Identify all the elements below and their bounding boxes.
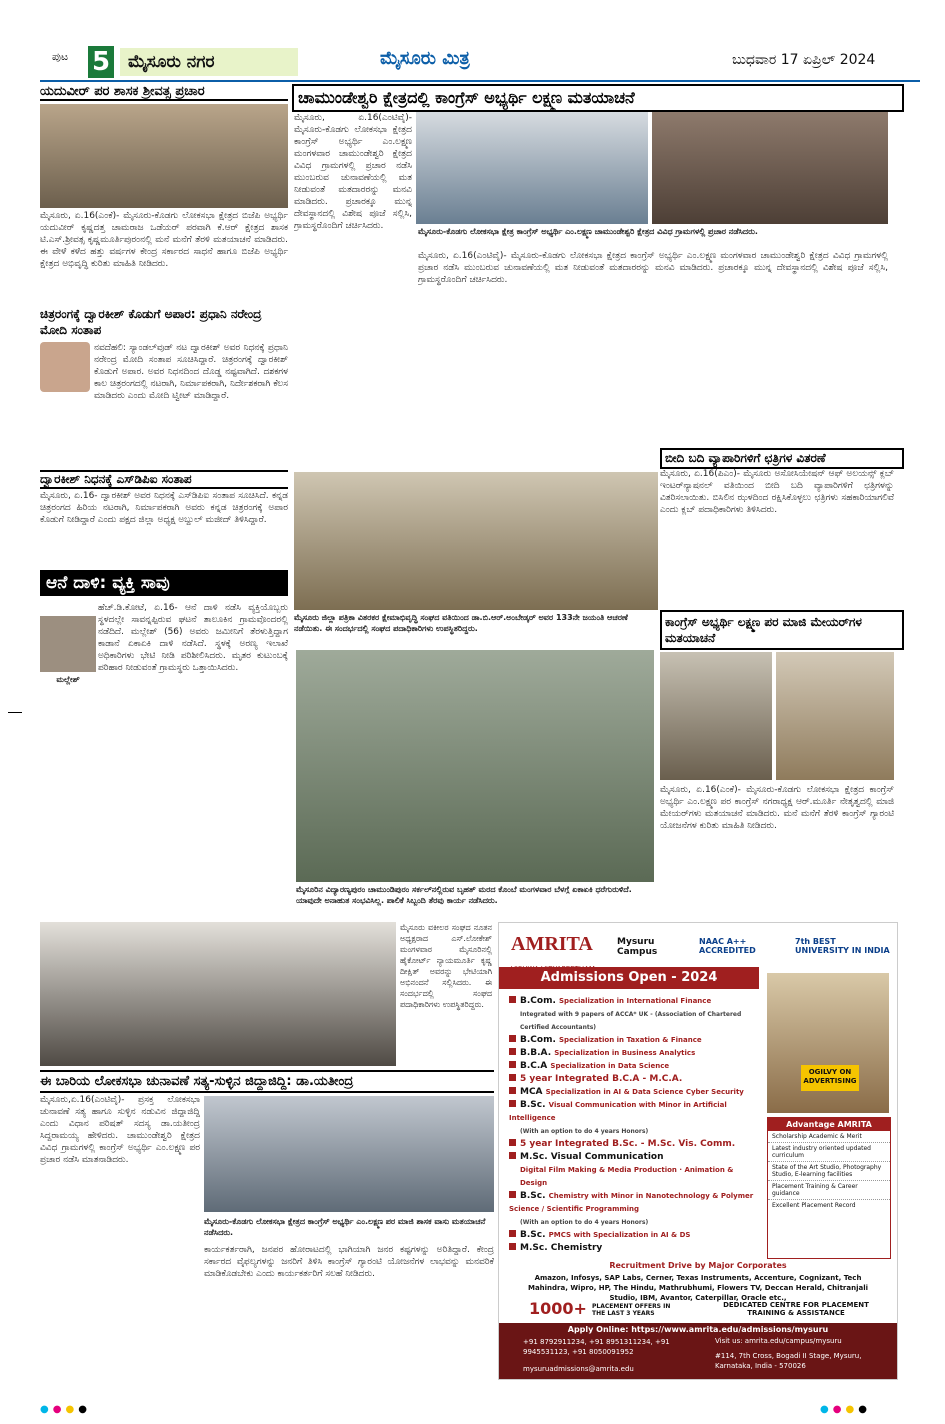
story8-headline: ಕಾಂಗ್ರೆಸ್ ಅಭ್ಯರ್ಥಿ ಲಕ್ಷ್ಮಣ ಪರ ಮಾಜಿ ಮೇಯರ್‌ಗಳ ಮತಯಾಚನೆ — [660, 610, 904, 650]
bullet-icon — [509, 1061, 516, 1068]
story3-body: ನವದೆಹಲಿ: ಸ್ಯಾಂಡಲ್‌ವುಡ್ ನಟ ದ್ವಾರಕೀಶ್ ಅವರ ನಿಧನಕ್ಕೆ ಪ್ರಧಾನಿ ನರೇಂದ್ರ ಮೋದಿ ಸಂತಾಪ ಸೂಚಿಸಿದ್ದಾರೆ. ಚಿತ್ರರಂಗಕ್ಕೆ ದ್ವಾರಕೀಶ್ ಕೊಡುಗೆ ಅಪಾರ. ಅವರ ನಿಧನದಿಂದ ದೊಡ್ಡ ನಷ್ಟವಾಗಿದೆ. ದಶಕಗಳ ಕಾಲ ಚಿತ್ರರಂಗದಲ್ಲಿ ನಟರಾಗಿ, ನಿರ್ಮಾಪಕರಾಗಿ, ನಿರ್ದೇಶಕರಾಗಿ ಕೆಲಸ ಮಾಡಿದರು ಎಂದು ಮೋದಿ ಟ್ವೀಟ್ ಮಾಡಿದ್ದಾರೆ. — [94, 343, 288, 401]
course-item: B.C.A Specialization in Data Science — [509, 1060, 761, 1073]
bullet-icon — [509, 1139, 516, 1146]
story2-body: ಮೈಸೂರು, ಏ.16(ಎಂಟಿವೈ)- ಮೈಸೂರು-ಕೊಡಗು ಲೋಕಸಭಾ ಕ್ಷೇತ್ರದ ಕಾಂಗ್ರೆಸ್ ಅಭ್ಯರ್ಥಿ ಎಂ.ಲಕ್ಷ್ಮಣ ಮಂಗಳವಾರ ಚಾಮುಂಡೇಶ್ವರಿ ಕ್ಷೇತ್ರದ ವಿವಿಧ ಗ್ರಾಮಗಳಲ್ಲಿ ಪ್ರಚಾರ ನಡೆಸಿ ಮುಂಬರುವ ಚುನಾವಣೆಯಲ್ಲಿ ಮತ ನೀಡುವಂತೆ ಮತದಾರರನ್ನು ಮನವಿ ಮಾಡಿದರು. ಪ್ರಚಾರಕ್ಕೂ ಮುನ್ನ ದೇವಸ್ಥಾನದಲ್ಲಿ ವಿಶೇಷ ಪೂಜೆ ಸಲ್ಲಿಸಿ, ಗ್ರಾಮಸ್ಥರೊಂದಿಗೆ ಚರ್ಚಿಸಿದರು. — [294, 113, 412, 231]
ad-email[interactable]: mysuruadmissions@amrita.edu — [523, 1365, 634, 1373]
story5-body: ಹೆಚ್.ಡಿ.ಕೋಟೆ, ಏ.16- ಆನೆ ದಾಳಿ ನಡೆಸಿ ವ್ಯಕ್ತಿಯೊಬ್ಬರು ಸ್ಥಳದಲ್ಲೇ ಸಾವನ್ನಪ್ಪಿರುವ ಘಟನೆ ತಾಲೂಕಿನ ಗ್ರಾಮವೊಂದರಲ್ಲಿ ನಡೆದಿದೆ. ಮಲ್ಲೇಶ್ (56) ಅವರು ಜಮೀನಿಗೆ ತೆರಳುತ್ತಿದ್ದಾಗ ಕಾಡಾನೆ ಏಕಾಏಕಿ ದಾಳಿ ನಡೆಸಿದೆ. ಸ್ಥಳಕ್ಕೆ ಅರಣ್ಯ ಇಲಾಖೆ ಅಧಿಕಾರಿಗಳು ಭೇಟಿ ನೀಡಿ ಪರಿಶೀಲಿಸಿದರು. ಮೃತರ ಕುಟುಂಬಕ್ಕೆ ಪರಿಹಾರ ನೀಡುವಂತೆ ಗ್ರಾಮಸ್ಥರು ಒತ್ತಾಯಿಸಿದರು. — [98, 603, 288, 673]
crop-mark — [8, 712, 22, 713]
ad-model-photo — [767, 973, 889, 1113]
story4-headline: ದ್ವಾರಕೀಶ್ ನಿಧನಕ್ಕೆ ಎಸ್‌ಡಿಪಿಐ ಸಂತಾಪ — [40, 470, 288, 489]
story1-headline: ಯದುವೀರ್ ಪರ ಶಾಸಕ ಶ್ರೀವತ್ಸ ಪ್ರಚಾರ — [40, 84, 288, 101]
story2-headline: ಚಾಮುಂಡೇಶ್ವರಿ ಕ್ಷೇತ್ರದಲ್ಲಿ ಕಾಂಗ್ರೆಸ್ ಅಭ್ಯರ್ಥಿ ಲಕ್ಷ್ಮಣ ಮತಯಾಚನೆ — [292, 84, 904, 112]
story7-body: ಮೈಸೂರು, ಏ.16(ಪಿಎಂ)- ಮೈಸೂರು ಅಸೋಸಿಯೇಷನ್ ಆಫ್ ಅಲಯನ್ಸ್ ಕ್ಲಬ್ ಇಂಟರ್‌ನ್ಯಾಷನಲ್ ವತಿಯಿಂದ ಬೀದಿ ಬದಿ ವ್ಯಾಪಾರಿಗಳಿಗೆ ಛತ್ರಿಗಳನ್ನು ವಿತರಿಸಲಾಯಿತು. ಬಿಸಿಲಿನ ಝಳದಿಂದ ರಕ್ಷಿಸಿಕೊಳ್ಳಲು ಛತ್ರಿಗಳು ಸಹಕಾರಿಯಾಗಲಿವೆ ಎಂದು ಕ್ಲಬ್ ಪದಾಧಿಕಾರಿಗಳು ತಿಳಿಸಿದರು. — [660, 469, 894, 515]
bullet-icon — [509, 1230, 516, 1237]
bullet-icon — [509, 1243, 516, 1250]
ad-address: #114, 7th Cross, Bogadi II Stage, Mysuru, Karnataka, India - 570026 — [715, 1352, 862, 1370]
ad-book: OGILVY ON ADVERTISING — [801, 1065, 859, 1091]
story2-photo-1 — [416, 112, 648, 224]
course-item: MCA Specialization in AI & Data Science Cyber Security — [509, 1086, 761, 1099]
advantage-item: Placement Training & Career guidance — [768, 1181, 890, 1200]
paper-name: ಮೈಸೂರು ಮಿತ್ರ — [380, 48, 470, 69]
ad-placement-text: PLACEMENT OFFERS IN THE LAST 3 YEARS — [592, 1302, 671, 1317]
ad-recruiters: Amazon, Infosys, SAP Labs, Cerner, Texas Instruments, Accenture, Cognizant, Tech Mahindra, Wipro, HP, The Hindu, Mathrubhumi, Flowers TV, Deccan Herald, Chitranjali Studio, IBM, Avantor, Caterpillar, Oracle etc., — [527, 1274, 868, 1302]
ad-advantage-box — [767, 1117, 891, 1259]
story3-headline: ಚಿತ್ರರಂಗಕ್ಕೆ ದ್ವಾರಕೀಶ್ ಕೊಡುಗೆ ಅಪಾರ: ಪ್ರಧಾನಿ ನರೇಂದ್ರ ಮೋದಿ ಸಂತಾಪ — [40, 307, 262, 337]
course-item: 5 year Integrated B.Sc. - M.Sc. Vis. Comm. — [509, 1138, 761, 1151]
advantage-item: Excellent Placement Record — [772, 1202, 856, 1209]
story8-photo-2 — [776, 652, 894, 780]
course-item: M.Sc. Chemistry — [509, 1242, 761, 1255]
course-item: B.Com. Specialization in International Finance Integrated with 9 papers of ACCA* UK - (Association of Chartered Certified Accountants) — [509, 995, 761, 1034]
ad-apply-link[interactable]: Apply Online: https://www.amrita.edu/admissions/mysuru — [567, 1325, 829, 1334]
bullet-icon — [509, 1100, 516, 1107]
story10-body: ಮೈಸೂರು ವಕೀಲರ ಸಂಘದ ನೂತನ ಅಧ್ಯಕ್ಷರಾದ ಎಸ್.ಲೋಕೇಶ್ ಮಂಗಳವಾರ ಮೈಸೂರಿನಲ್ಲಿ ಹೈಕೋರ್ಟ್ ನ್ಯಾಯಮೂರ್ತಿ ಕೃಷ್ಣ ದೀಕ್ಷಿತ್ ಅವರನ್ನು ಭೇಟಿಯಾಗಿ ಅಭಿನಂದನೆ ಸಲ್ಲಿಸಿದರು. ಈ ಸಂದರ್ಭದಲ್ಲಿ ಸಂಘದ ಪದಾಧಿಕಾರಿಗಳು ಉಪಸ್ಥಿತರಿದ್ದರು. — [400, 923, 492, 1009]
page-label: ಪುಟ — [52, 50, 69, 63]
bullet-icon — [509, 996, 516, 1003]
story11-body-left: ಮೈಸೂರು,ಏ.16(ಎಂಟಿವೈ)- ಪ್ರಸಕ್ತ ಲೋಕಸಭಾ ಚುನಾವಣೆ ಸತ್ಯ ಹಾಗೂ ಸುಳ್ಳಿನ ನಡುವಿನ ಜಿದ್ದಾಜಿದ್ದಿ ಎಂದು ವಿಧಾನ ಪರಿಷತ್ ಸದಸ್ಯ ಡಾ.ಯತೀಂದ್ರ ಸಿದ್ದರಾಮಯ್ಯ ಹೇಳಿದರು. ಚಾಮುಂಡೇಶ್ವರಿ ಕ್ಷೇತ್ರದ ವಿವಿಧ ಗ್ರಾಮಗಳಲ್ಲಿ ಕಾಂಗ್ರೆಸ್ ಅಭ್ಯರ್ಥಿ ಎಂ.ಲಕ್ಷ್ಮಣ ಪರ ಪ್ರಚಾರ ನಡೆಸಿ ಮಾತನಾಡಿದರು. — [40, 1095, 200, 1165]
course-item: B.Sc. PMCS with Specialization in AI & DS — [509, 1229, 761, 1242]
bullet-icon — [509, 1074, 516, 1081]
ad-phones: +91 8792911234, +91 8951311234, +91 9945531123, +91 8050091952 — [523, 1338, 670, 1356]
ad-campus: Mysuru Campus — [617, 937, 658, 957]
bullet-icon — [509, 1048, 516, 1055]
story6-photo — [294, 472, 658, 610]
story9-caption: ಮೈಸೂರಿನ ವಿದ್ಯಾರಣ್ಯಪುರಂ ಚಾಮುಂಡಿಪುರಂ ಸರ್ಕಲ್‌ನಲ್ಲಿರುವ ಬೃಹತ್ ಮರದ ಕೊಂಬೆ ಮಂಗಳವಾರ ಬೆಳಗ್ಗೆ ಏಕಾಏಕಿ ಧರೆಗುರುಳಿದೆ. ಯಾವುದೇ ಅನಾಹುತ ಸಂಭವಿಸಿಲ್ಲ. ಪಾಲಿಕೆ ಸಿಬ್ಬಂದಿ ತೆರವು ಕಾರ್ಯ ನಡೆಸಿದರು. — [296, 885, 632, 905]
story9-photo — [296, 650, 654, 882]
advantage-item: State of the Art Studio, Photography Studio, E-learning facilities — [768, 1162, 890, 1181]
registration-dots: ●●●● — [820, 1404, 871, 1415]
story5-headline: ಆನೆ ದಾಳಿ: ವ್ಯಕ್ತಿ ಸಾವು — [40, 570, 288, 596]
page-number: 5 — [88, 46, 114, 78]
course-item: 5 year Integrated B.C.A - M.C.A. — [509, 1073, 761, 1086]
registration-dots: ●●●● — [40, 1404, 91, 1415]
story10-photo — [40, 922, 396, 1066]
story11-caption: ಮೈಸೂರು-ಕೊಡಗು ಲೋಕಸಭಾ ಕ್ಷೇತ್ರದ ಕಾಂಗ್ರೆಸ್ ಅಭ್ಯರ್ಥಿ ಎಂ.ಲಕ್ಷ್ಮಣ ಪರ ಮಾಜಿ ಶಾಸಕ ವಾಸು ಮತಯಾಚನೆ ನಡೆಸಿದರು. — [204, 1217, 486, 1237]
story3-photo — [40, 342, 90, 392]
story7-headline: ಬೀದಿ ಬದಿ ವ್ಯಾಪಾರಿಗಳಿಗೆ ಛತ್ರಿಗಳ ವಿತರಣೆ — [660, 448, 904, 469]
story8-photo-1 — [660, 652, 772, 780]
issue-date: ಬುಧವಾರ 17 ಏಪ್ರಿಲ್ 2024 — [732, 52, 876, 68]
story5-photo-label: ಮಲ್ಲೇಶ್ — [56, 675, 80, 684]
story5-photo — [40, 616, 96, 672]
ad-placement-big: 1000+ — [529, 1299, 587, 1318]
ad-banner: Admissions Open - 2024 — [499, 967, 759, 989]
bullet-icon — [509, 1191, 516, 1198]
course-item: B.Com. Specialization in Taxation & Finance — [509, 1034, 761, 1047]
course-item: B.Sc. Visual Communication with Minor in Artificial Intelligence (With an option to do 4 years Honors) — [509, 1100, 727, 1135]
section-title: ಮೈಸೂರು ನಗರ — [120, 48, 298, 76]
ad-visit[interactable]: Visit us: amrita.edu/campus/mysuru — [715, 1337, 842, 1345]
story2-body-cont: ಮೈಸೂರು, ಏ.16(ಎಂಟಿವೈ)- ಮೈಸೂರು-ಕೊಡಗು ಲೋಕಸಭಾ ಕ್ಷೇತ್ರದ ಕಾಂಗ್ರೆಸ್ ಅಭ್ಯರ್ಥಿ ಎಂ.ಲಕ್ಷ್ಮಣ ಮಂಗಳವಾರ ಚಾಮುಂಡೇಶ್ವರಿ ಕ್ಷೇತ್ರದ ವಿವಿಧ ಗ್ರಾಮಗಳಲ್ಲಿ ಪ್ರಚಾರ ನಡೆಸಿ ಮುಂಬರುವ ಚುನಾವಣೆಯಲ್ಲಿ ಮತ ನೀಡುವಂತೆ ಮತದಾರರನ್ನು ಮನವಿ ಮಾಡಿದರು. ಪ್ರಚಾರಕ್ಕೂ ಮುನ್ನ ದೇವಸ್ಥಾನದಲ್ಲಿ ವಿಶೇಷ ಪೂಜೆ ಸಲ್ಲಿಸಿ, ಗ್ರಾಮಸ್ಥರೊಂದಿಗೆ ಚರ್ಚಿಸಿದರು. — [418, 251, 888, 285]
bullet-icon — [509, 1035, 516, 1042]
story4-body: ಮೈಸೂರು, ಏ.16- ದ್ವಾರಕೀಶ್ ಅವರ ನಿಧನಕ್ಕೆ ಎಸ್‌ಡಿಪಿಐ ಸಂತಾಪ ಸೂಚಿಸಿದೆ. ಕನ್ನಡ ಚಿತ್ರರಂಗದ ಹಿರಿಯ ನಟರಾಗಿ, ನಿರ್ಮಾಪಕರಾಗಿ ಅವರು ಕನ್ನಡ ಚಿತ್ರರಂಗಕ್ಕೆ ಅಪಾರ ಕೊಡುಗೆ ನೀಡಿದ್ದಾರೆ ಎಂದು ಪಕ್ಷದ ಜಿಲ್ಲಾ ಅಧ್ಯಕ್ಷ ಅಬ್ದುಲ್ ಮಜೀದ್ ತಿಳಿಸಿದ್ದಾರೆ. — [40, 491, 288, 525]
ad-brand-name: AMRITA — [511, 933, 593, 955]
amrita-advertisement — [498, 922, 898, 1380]
advantage-item: Latest industry oriented updated curriculum — [768, 1143, 890, 1162]
ad-dedicated: DEDICATED CENTRE FOR PLACEMENT TRAINING & ASSISTANCE — [723, 1301, 869, 1317]
masthead-rule — [40, 80, 920, 82]
bullet-icon — [509, 1152, 516, 1159]
story11-headline: ಈ ಬಾರಿಯ ಲೋಕಸಭಾ ಚುನಾವಣೆ ಸತ್ಯ-ಸುಳ್ಳಿನ ಜಿದ್ದಾಜಿದ್ದಿ: ಡಾ.ಯತೀಂದ್ರ — [40, 1070, 494, 1093]
story11-body-bottom: ಕಾರ್ಯಕರ್ತರಾಗಿ, ಜನಪರ ಹೋರಾಟದಲ್ಲಿ ಭಾಗಿಯಾಗಿ ಜನರ ಕಷ್ಟಗಳನ್ನು ಅರಿತಿದ್ದಾರೆ. ಕೇಂದ್ರ ಸರ್ಕಾರದ ವೈಫಲ್ಯಗಳನ್ನು ಜನರಿಗೆ ತಿಳಿಸಿ ಕಾಂಗ್ರೆಸ್ ಗ್ಯಾರಂಟಿ ಯೋಜನೆಗಳ ಲಾಭವನ್ನು ಮನವರಿಕೆ ಮಾಡಿಕೊಡಬೇಕು ಎಂದು ಕಾರ್ಯಕರ್ತರಿಗೆ ಸಲಹೆ ನೀಡಿದರು. — [204, 1245, 494, 1279]
story2-photo-2 — [652, 112, 888, 224]
course-item: B.B.A. Specialization in Business Analytics — [509, 1047, 761, 1060]
course-item: B.Sc. Chemistry with Minor in Nanotechnology & Polymer Science / Scientific Programming (With an option to do 4 years Honors) — [509, 1191, 754, 1226]
story11-photo — [204, 1096, 494, 1212]
story1-body: ಮೈಸೂರು, ಏ.16(ಎಂಕೆ)- ಮೈಸೂರು-ಕೊಡಗು ಲೋಕಸಭಾ ಕ್ಷೇತ್ರದ ಬಿಜೆಪಿ ಅಭ್ಯರ್ಥಿ ಯದುವೀರ್ ಕೃಷ್ಣದತ್ತ ಚಾಮರಾಜ ಒಡೆಯರ್ ಪರವಾಗಿ ಕೆ.ಆರ್ ಕ್ಷೇತ್ರದ ಶಾಸಕ ಟಿ.ಎಸ್.ಶ್ರೀವತ್ಸ ಕೃಷ್ಣಮೂರ್ತಿಪುರಂನಲ್ಲಿ ಮನೆ ಮನೆಗೆ ತೆರಳಿ ಮತಯಾಚನೆ ಮಾಡಿದರು. ಈ ವೇಳೆ ಕಳೆದ ಹತ್ತು ವರ್ಷಗಳ ಕೇಂದ್ರ ಸರ್ಕಾರದ ಸಾಧನೆ ಹಾಗೂ ಬಿಜೆಪಿ ಅಭ್ಯರ್ಥಿ ಕ್ಷೇತ್ರದ ಅಭಿವೃದ್ಧಿ ಕುರಿತು ಮಾಹಿತಿ ನೀಡಿದರು. — [40, 211, 288, 269]
ad-nirf: 7th BEST UNIVERSITY IN INDIA — [795, 937, 890, 955]
ad-advantage-title: Advantage AMRITA — [768, 1118, 890, 1131]
ad-footer — [499, 1323, 897, 1379]
ad-recruiters-title: Recruitment Drive by Major Corporates — [609, 1261, 787, 1270]
ad-naac: NAAC A++ ACCREDITED — [699, 937, 756, 955]
ad-placement — [529, 1299, 709, 1318]
story6-caption: ಮೈಸೂರು ಜಿಲ್ಲಾ ಪತ್ರಿಕಾ ವಿತರಕರ ಕ್ಷೇಮಾಭಿವೃದ್ಧಿ ಸಂಘದ ವತಿಯಿಂದ ಡಾ.ಬಿ.ಆರ್.ಅಂಬೇಡ್ಕರ್ ಅವರ 133ನೇ ಜಯಂತಿ ಆಚರಣೆ ನಡೆಯಿತು. ಈ ಸಂದರ್ಭದಲ್ಲಿ ಸಂಘದ ಪದಾಧಿಕಾರಿಗಳು ಉಪಸ್ಥಿತರಿದ್ದರು. — [294, 613, 628, 633]
course-item: M.Sc. Visual Communication Digital Film Making & Media Production · Animation & Design — [509, 1151, 761, 1190]
story1-photo — [40, 104, 288, 208]
bullet-icon — [509, 1087, 516, 1094]
story2-caption: ಮೈಸೂರು-ಕೊಡಗು ಲೋಕಸಭಾ ಕ್ಷೇತ್ರ ಕಾಂಗ್ರೆಸ್ ಅಭ್ಯರ್ಥಿ ಎಂ.ಲಕ್ಷ್ಮಣ ಚಾಮುಂಡೇಶ್ವರಿ ಕ್ಷೇತ್ರದ ವಿವಿಧ ಗ್ರಾಮಗಳಲ್ಲಿ ಪ್ರಚಾರ ನಡೆಸಿದರು. — [418, 227, 758, 236]
story8-body: ಮೈಸೂರು, ಏ.16(ಎಂಕೆ)- ಮೈಸೂರು-ಕೊಡಗು ಲೋಕಸಭಾ ಕ್ಷೇತ್ರದ ಕಾಂಗ್ರೆಸ್ ಅಭ್ಯರ್ಥಿ ಎಂ.ಲಕ್ಷ್ಮಣ ಪರ ಕಾಂಗ್ರೆಸ್ ನಗರಾಧ್ಯಕ್ಷ ಆರ್.ಮೂರ್ತಿ ನೇತೃತ್ವದಲ್ಲಿ ಮಾಜಿ ಮೇಯರ್‌ಗಳು ಮತಯಾಚನೆ ಮಾಡಿದರು. ಮನೆ ಮನೆಗೆ ತೆರಳಿ ಕಾಂಗ್ರೆಸ್ ಗ್ಯಾರಂಟಿ ಯೋಜನೆಗಳ ಕುರಿತು ಮಾಹಿತಿ ನೀಡಿದರು. — [660, 785, 894, 831]
advantage-item: Scholarship Academic & Merit — [768, 1131, 890, 1143]
ad-course-list — [509, 995, 761, 1255]
